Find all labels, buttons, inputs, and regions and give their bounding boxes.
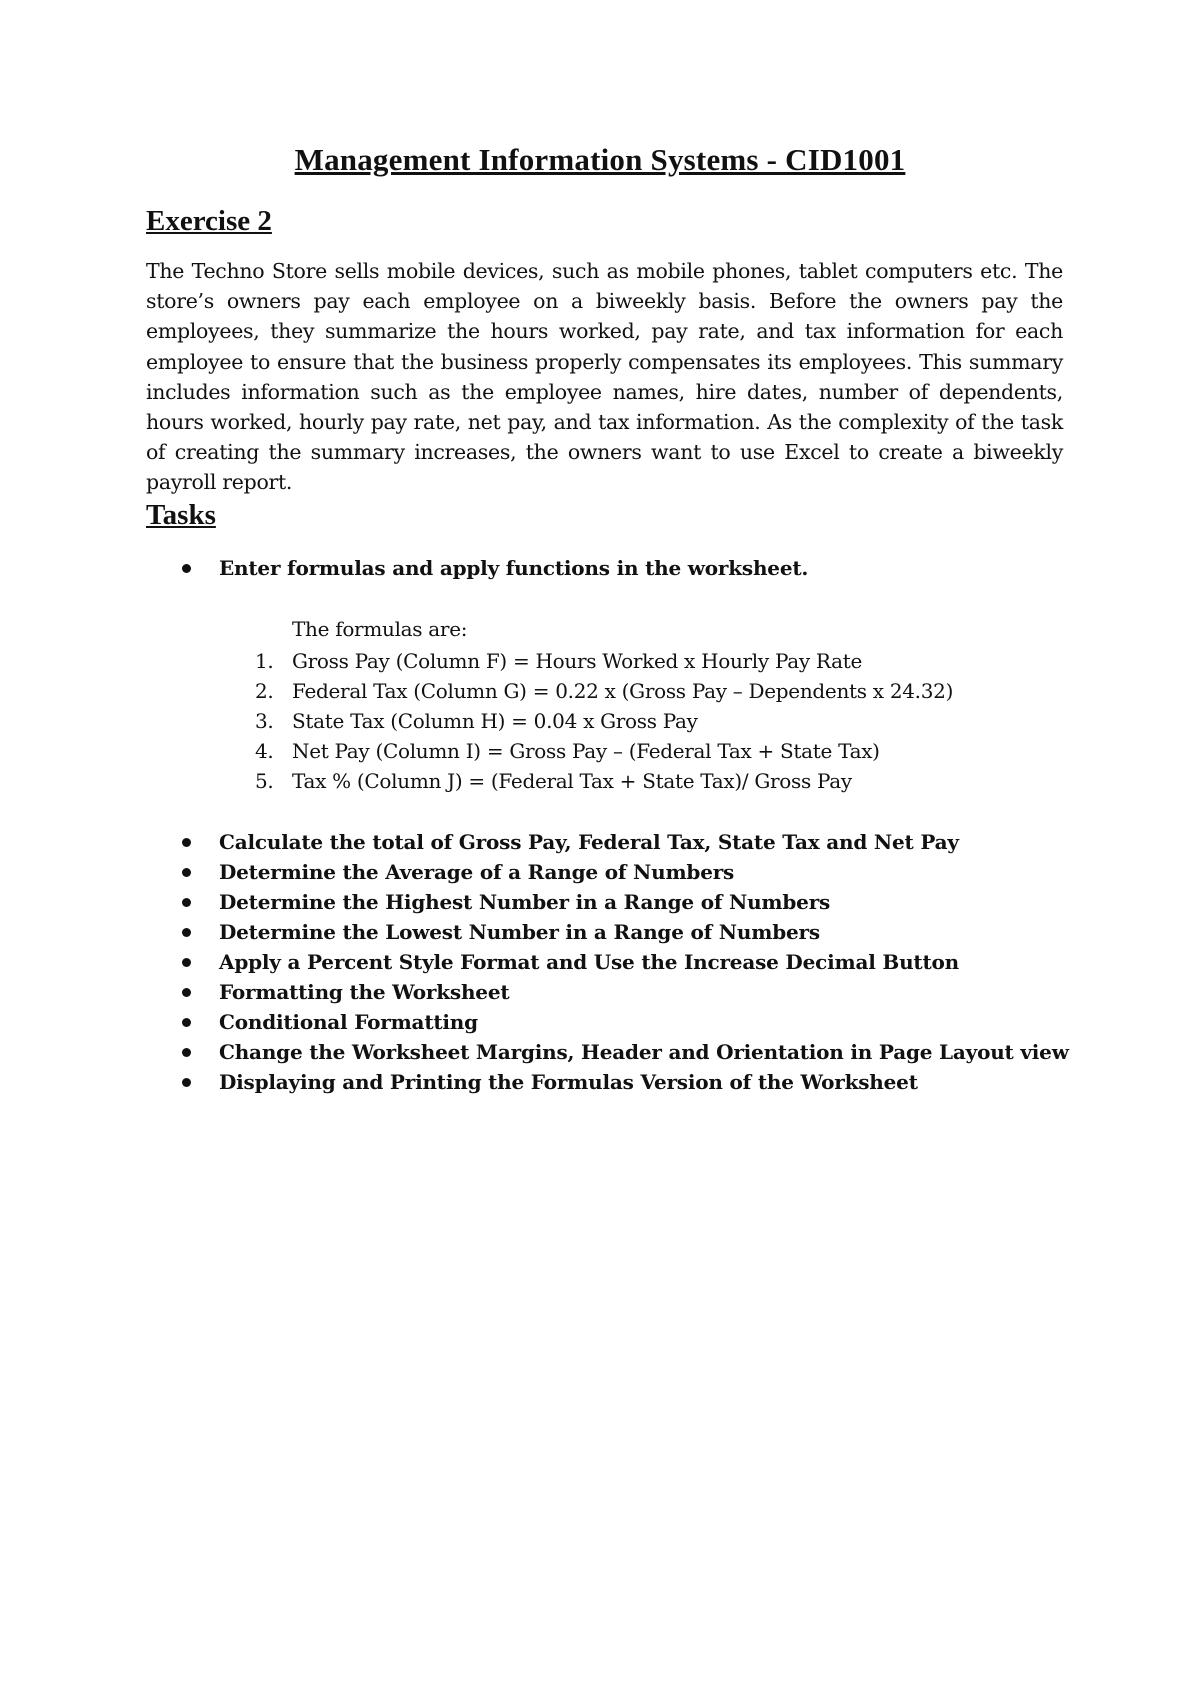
bullet-icon: [182, 928, 191, 937]
formula-text: State Tax (Column H) = 0.04 x Gross Pay: [292, 709, 698, 733]
formula-number: 3.: [255, 709, 274, 733]
task-label: Calculate the total of Gross Pay, Federal Tax, State Tax and Net Pay: [219, 830, 959, 854]
formula-item: [255, 676, 953, 706]
task-item: [146, 1007, 1069, 1037]
formula-text: Federal Tax (Column G) = 0.22 x (Gross Pay – Dependents x 24.32): [292, 679, 954, 703]
task-item: [146, 1037, 1069, 1067]
bullet-icon: [182, 868, 191, 877]
first-task-list: [146, 553, 808, 583]
formula-item: [255, 736, 953, 766]
task-item: [146, 887, 1069, 917]
bullet-icon: [182, 1078, 191, 1087]
formula-number: 1.: [255, 649, 274, 673]
bullet-icon: [182, 898, 191, 907]
task-label: Apply a Percent Style Format and Use the Increase Decimal Button: [219, 950, 959, 974]
bullet-icon: [182, 838, 191, 847]
formula-text: Gross Pay (Column F) = Hours Worked x Hourly Pay Rate: [292, 649, 863, 673]
intro-paragraph: The Techno Store sells mobile devices, such as mobile phones, tablet computers etc. The store’s owners pay each employee on a biweekly basis. Before the owners pay the employees, they summarize the hours worked, pay rate, and tax information for each employee to ensure that the business properly compensates its employees. This summary includes information such as the employee names, hire dates, number of dependents, hours worked, hourly pay rate, net pay, and tax information. As the complexity of the task of creating the summary increases, the owners want to use Excel to create a biweekly payroll report.: [146, 259, 1063, 495]
exercise-heading: Exercise 2: [146, 205, 272, 237]
task-item: [146, 977, 1069, 1007]
task-item: [146, 947, 1069, 977]
formula-number: 4.: [255, 739, 274, 763]
task-item: [146, 827, 1069, 857]
task-item: [146, 917, 1069, 947]
task-label: Formatting the Worksheet: [219, 980, 510, 1004]
bullet-icon: [182, 958, 191, 967]
formulas-intro: The formulas are:: [292, 617, 468, 641]
task-label: Change the Worksheet Margins, Header and Orientation in Page Layout view: [219, 1040, 1069, 1064]
task-label: Determine the Average of a Range of Numbers: [219, 860, 735, 884]
task-list: [146, 827, 1069, 1097]
formula-text: Net Pay (Column I) = Gross Pay – (Federal Tax + State Tax): [292, 739, 880, 763]
task-item: [146, 553, 808, 583]
task-label: Enter formulas and apply functions in the worksheet.: [219, 556, 809, 580]
formula-number: 5.: [255, 769, 274, 793]
bullet-icon: [182, 988, 191, 997]
task-label: Determine the Highest Number in a Range of Numbers: [219, 890, 831, 914]
task-label: Determine the Lowest Number in a Range of Numbers: [219, 920, 820, 944]
bullet-icon: [182, 564, 191, 573]
formula-item: [255, 646, 953, 676]
formula-number: 2.: [255, 679, 274, 703]
formula-list: [255, 646, 953, 796]
bullet-icon: [182, 1018, 191, 1027]
task-item: [146, 1067, 1069, 1097]
formula-item: [255, 766, 953, 796]
page-title: Management Information Systems - CID1001: [294, 142, 906, 177]
formula-text: Tax % (Column J) = (Federal Tax + State Tax)/ Gross Pay: [292, 769, 852, 793]
tasks-heading: Tasks: [146, 499, 216, 531]
formula-item: [255, 706, 953, 736]
bullet-icon: [182, 1048, 191, 1057]
task-label: Displaying and Printing the Formulas Version of the Worksheet: [219, 1070, 918, 1094]
task-item: [146, 857, 1069, 887]
task-label: Conditional Formatting: [219, 1010, 478, 1034]
